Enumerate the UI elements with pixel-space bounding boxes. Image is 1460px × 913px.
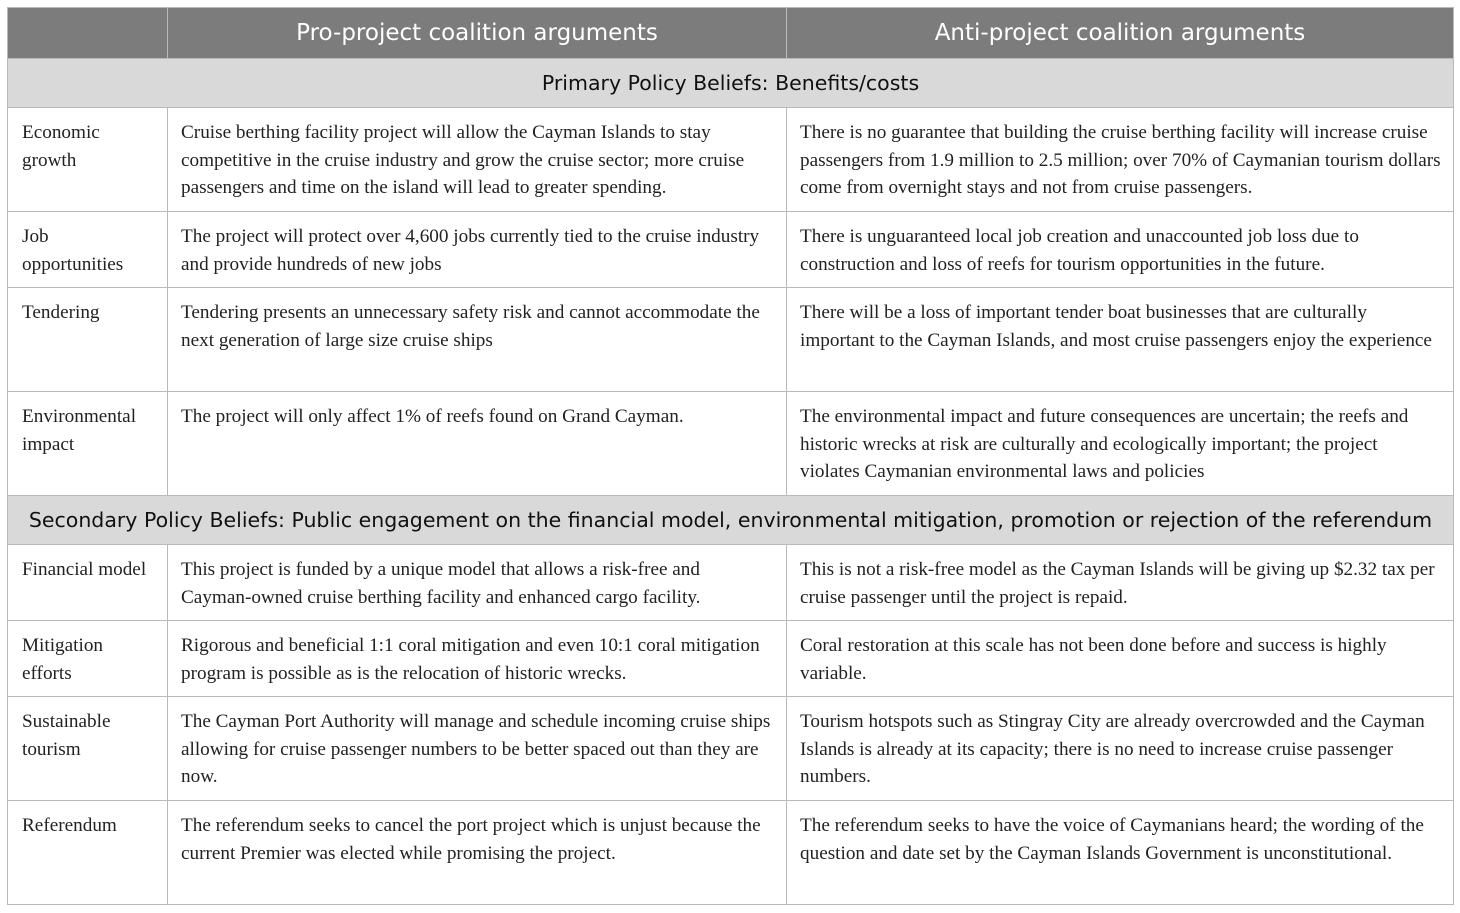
row-category: Environmental impact — [8, 392, 168, 496]
table-row — [8, 288, 1454, 392]
row-category: Mitigation efforts — [8, 621, 168, 697]
row-anti-argument: The environmental impact and future consequences are uncertain; the reefs and historic wrecks at risk are culturally and ecologically important; the project violates Caymanian environmental laws and policies — [787, 392, 1454, 496]
row-anti-argument: There will be a loss of important tender boat businesses that are culturally important to the Cayman Islands, and most cruise passengers enjoy the experience — [787, 288, 1454, 392]
row-pro-argument: This project is funded by a unique model that allows a risk-free and Cayman-owned cruise berthing facility and enhanced cargo facility. — [168, 545, 787, 621]
row-pro-argument: The project will only affect 1% of reefs found on Grand Cayman. — [168, 392, 787, 496]
row-pro-argument: The project will protect over 4,600 jobs currently tied to the cruise industry and provide hundreds of new jobs — [168, 212, 787, 288]
header-row — [8, 8, 1454, 59]
section-row-secondary — [8, 496, 1454, 545]
row-anti-argument: There is unguaranteed local job creation and unaccounted job loss due to construction and loss of reefs for tourism opportunities in the future. — [787, 212, 1454, 288]
section-title: Primary Policy Beliefs: Benefits/costs — [8, 59, 1454, 108]
table-row — [8, 545, 1454, 621]
table-row — [8, 621, 1454, 697]
row-anti-argument: The referendum seeks to have the voice of Caymanians heard; the wording of the question and date set by the Cayman Islands Government is unconstitutional. — [787, 801, 1454, 905]
row-anti-argument: Coral restoration at this scale has not been done before and success is highly variable. — [787, 621, 1454, 697]
row-category: Job opportunities — [8, 212, 168, 288]
row-pro-argument: Cruise berthing facility project will allow the Cayman Islands to stay competitive in the cruise industry and grow the cruise sector; more cruise passengers and time on the island will lead to greater spending. — [168, 108, 787, 212]
row-pro-argument: Tendering presents an unnecessary safety risk and cannot accommodate the next generation of large size cruise ships — [168, 288, 787, 392]
row-pro-argument: The referendum seeks to cancel the port project which is unjust because the current Premier was elected while promising the project. — [168, 801, 787, 905]
table-row — [8, 212, 1454, 288]
table-row — [8, 801, 1454, 905]
table-row — [8, 697, 1454, 801]
section-title: Secondary Policy Beliefs: Public engagement on the financial model, environmental mitigation, promotion or rejection of the referendum — [8, 496, 1454, 545]
row-category: Economic growth — [8, 108, 168, 212]
row-pro-argument: The Cayman Port Authority will manage and schedule incoming cruise ships allowing for cruise passenger numbers to be better spaced out than they are now. — [168, 697, 787, 801]
row-pro-argument: Rigorous and beneficial 1:1 coral mitigation and even 10:1 coral mitigation program is possible as is the relocation of historic wrecks. — [168, 621, 787, 697]
row-category: Tendering — [8, 288, 168, 392]
coalition-arguments-table — [7, 7, 1454, 905]
table-row — [8, 392, 1454, 496]
table-container — [7, 7, 1453, 905]
row-category: Sustainable tourism — [8, 697, 168, 801]
row-category: Referendum — [8, 801, 168, 905]
header-anti: Anti-project coalition arguments — [787, 8, 1454, 59]
header-pro: Pro-project coalition arguments — [168, 8, 787, 59]
section-row-primary — [8, 59, 1454, 108]
row-anti-argument: Tourism hotspots such as Stingray City are already overcrowded and the Cayman Islands is already at its capacity; there is no need to increase cruise passenger numbers. — [787, 697, 1454, 801]
table-row — [8, 108, 1454, 212]
row-anti-argument: This is not a risk-free model as the Cayman Islands will be giving up $2.32 tax per cruise passenger until the project is repaid. — [787, 545, 1454, 621]
header-category — [8, 8, 168, 59]
row-category: Financial model — [8, 545, 168, 621]
row-anti-argument: There is no guarantee that building the cruise berthing facility will increase cruise passengers from 1.9 million to 2.5 million; over 70% of Caymanian tourism dollars come from overnight stays and not from cruise passengers. — [787, 108, 1454, 212]
